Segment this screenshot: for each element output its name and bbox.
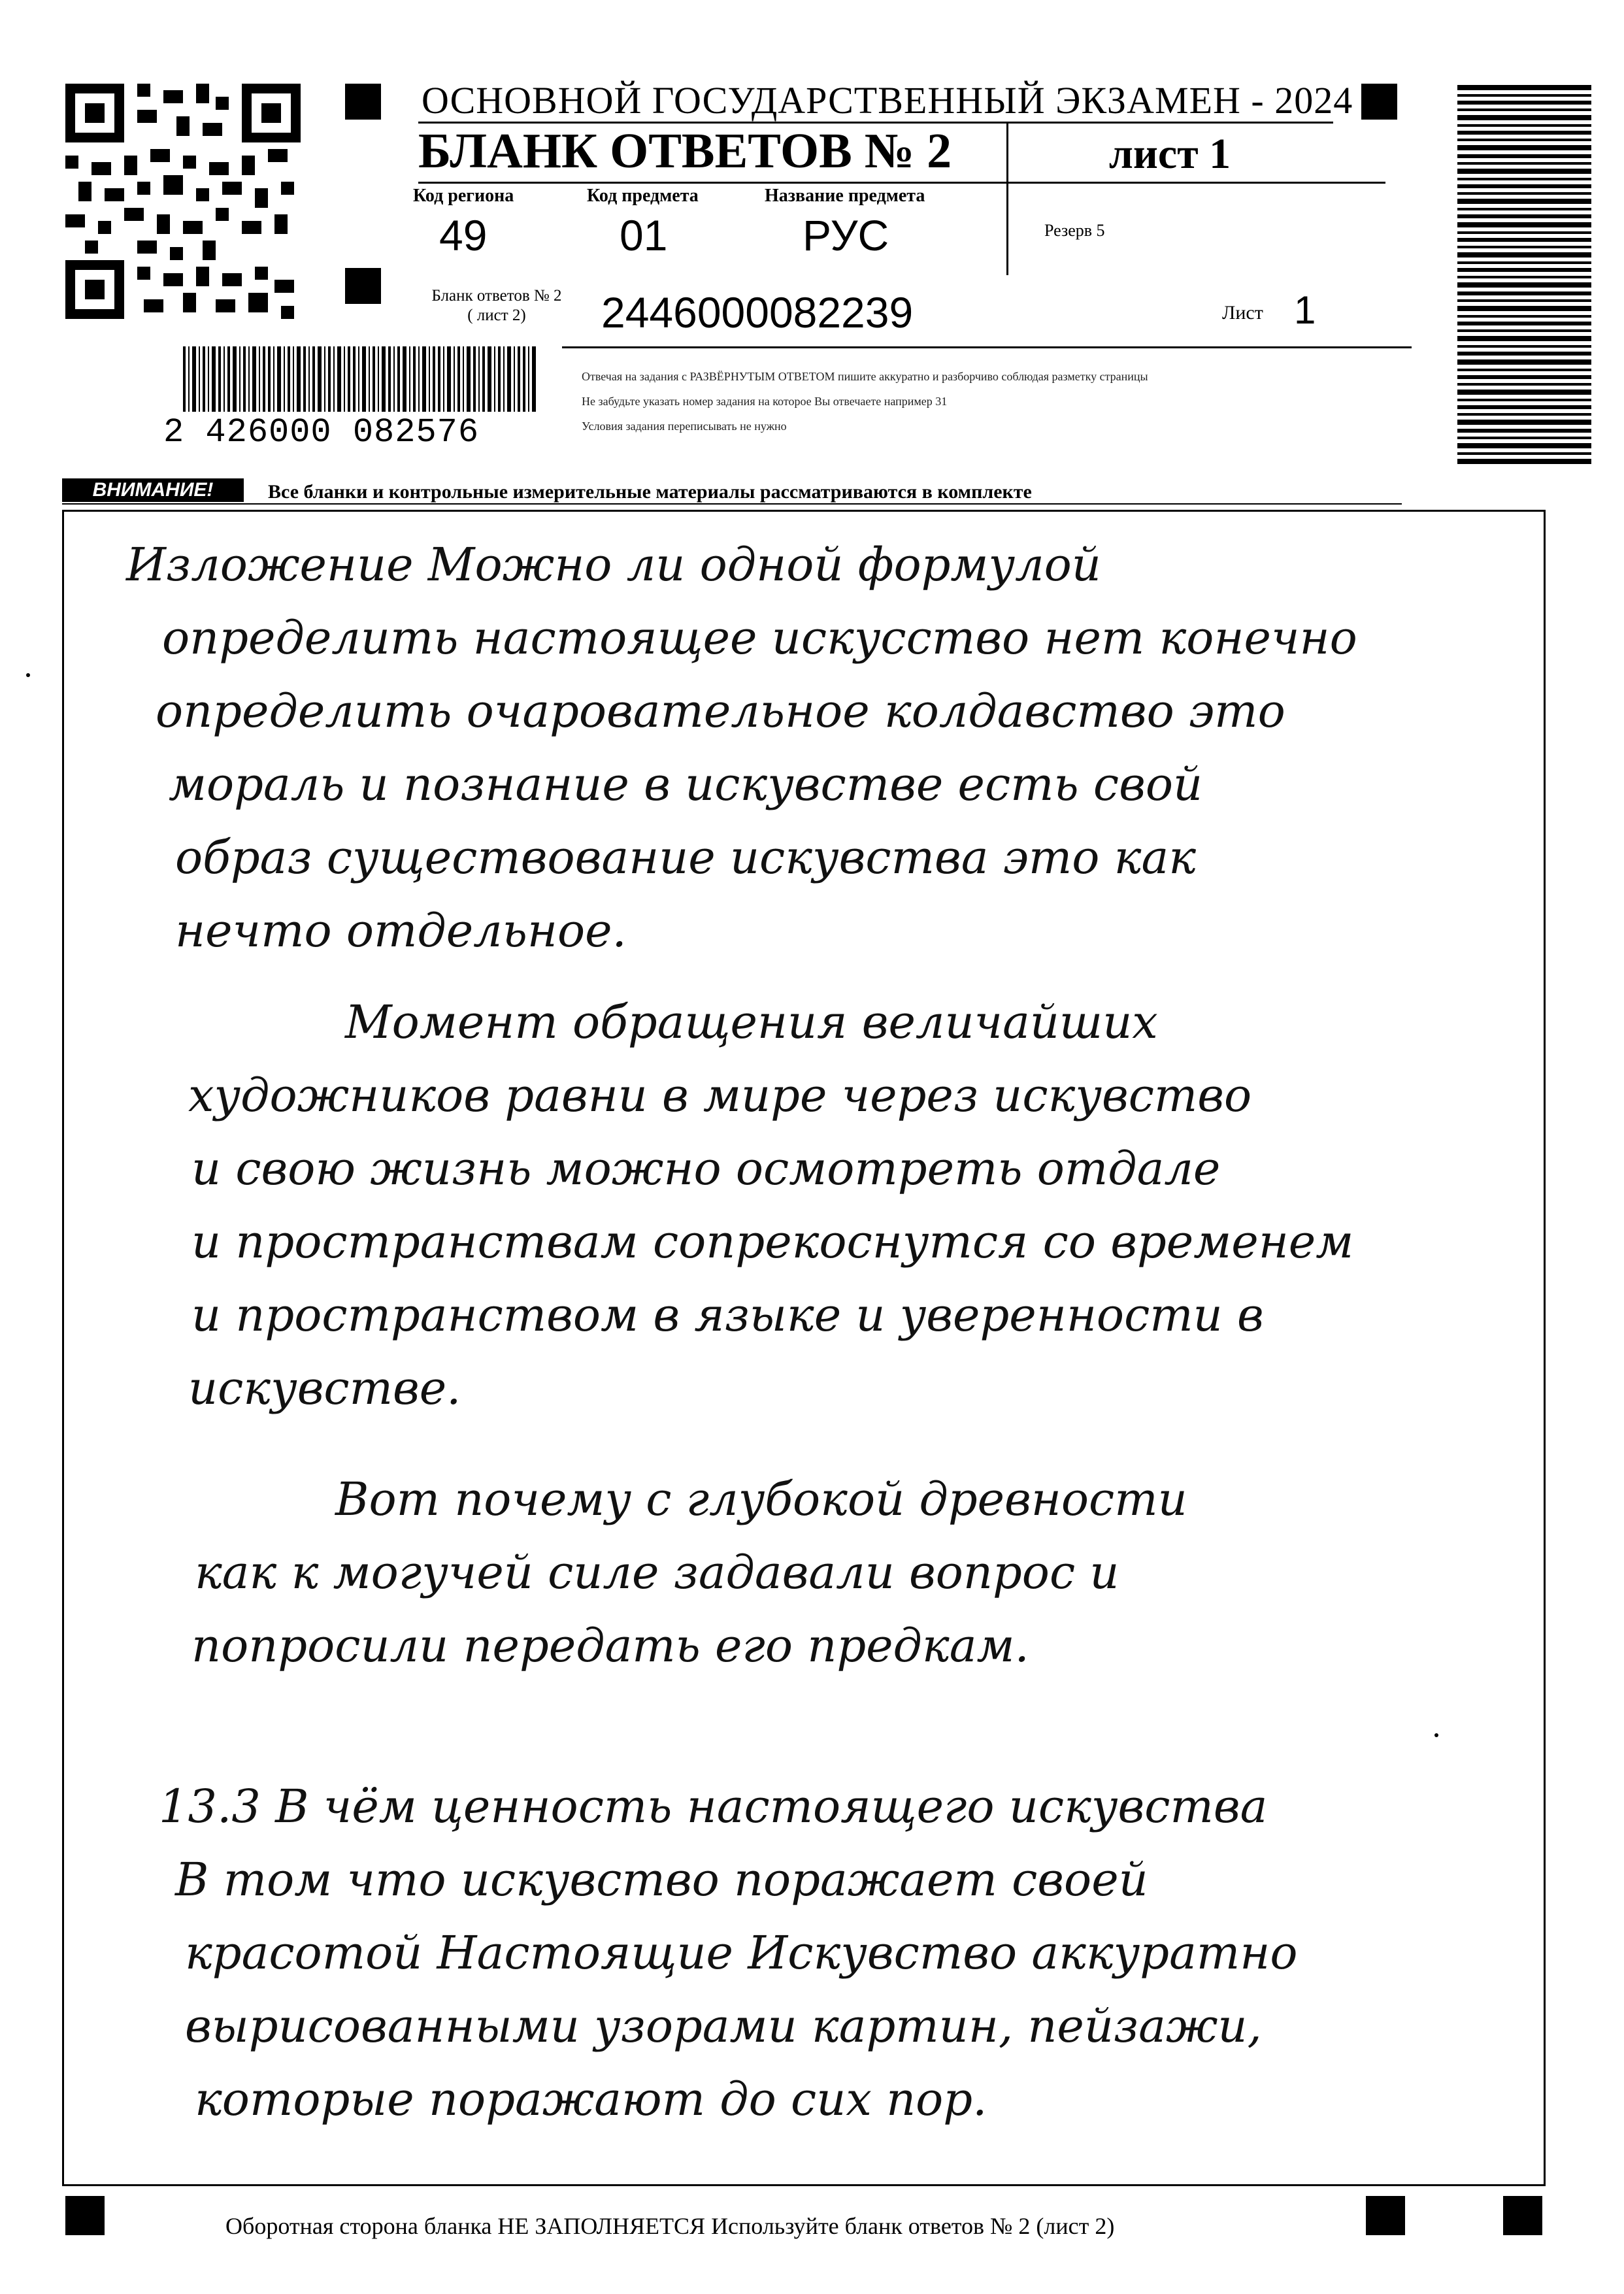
answer-line: Момент обращения величайших: [345, 995, 1158, 1049]
divider: [1006, 122, 1008, 275]
answer-area: [62, 510, 1546, 2186]
divider: [62, 503, 1402, 505]
exam-title: ОСНОВНОЙ ГОСУДАРСТВЕННЫЙ ЭКЗАМЕН - 2024: [422, 79, 1353, 122]
answer-line: Изложение Можно ли одной формулой: [126, 538, 1101, 591]
form-ref-label: [405, 286, 588, 325]
attention-badge: ВНИМАНИЕ!: [62, 478, 244, 502]
reserve-field: Резерв 5: [1044, 221, 1105, 240]
speck: [1434, 1733, 1438, 1737]
barcode: [183, 346, 536, 412]
instruction-line: Условия задания переписывать не нужно: [582, 420, 787, 433]
answer-line: определить очаровательное колдавство это: [156, 684, 1285, 738]
answer-line: которые поражают до сих пор.: [195, 2072, 987, 2126]
attention-text: Все бланки и контрольные измерительные материалы рассматриваются в комплекте: [268, 481, 1032, 503]
answer-line: и пространством в языке и уверенности в: [191, 1288, 1264, 1342]
answer-line: попросили передать его предкам.: [191, 1619, 1029, 1672]
region-value: 49: [439, 211, 488, 259]
sheet-label: лист 1: [1108, 130, 1231, 178]
answer-line: вырисованными узорами картин, пейзажи,: [185, 1999, 1262, 2053]
alignment-marker: [1366, 2196, 1405, 2235]
alignment-marker: [65, 2196, 105, 2235]
answer-line: мораль и познание в искувстве есть свой: [169, 757, 1203, 811]
answer-line: искувстве.: [188, 1361, 461, 1415]
form-ref-label-line2: ( лист 2): [467, 307, 526, 324]
answer-line: как к могучей силе задавали вопрос и: [195, 1546, 1119, 1599]
qr-code: [65, 84, 301, 319]
answer-line: Вот почему с глубокой древности: [335, 1472, 1187, 1526]
footer-note: Оборотная сторона бланка НЕ ЗАПОЛНЯЕТСЯ Используйте бланк ответов № 2 (лист 2): [225, 2213, 1115, 2239]
list-number: 1: [1294, 288, 1316, 332]
answer-line: нечто отдельное.: [175, 904, 627, 957]
answer-line: образ существование искувства это как: [175, 831, 1197, 884]
answer-line: и пространствам сопрекоснутся со временем: [191, 1215, 1354, 1269]
form-title: БЛАНК ОТВЕТОВ № 2: [418, 124, 952, 178]
subject-name-value: РУС: [803, 211, 889, 259]
subject-name-label: Название предмета: [765, 186, 925, 206]
side-barcode: [1457, 85, 1591, 464]
answer-line: В том что искувство поражает своей: [175, 1853, 1148, 1906]
alignment-marker: [345, 268, 381, 304]
subject-code-value: 01: [620, 211, 668, 259]
alignment-marker: [1361, 84, 1397, 120]
answer-line: 13.3 В чём ценность настоящего искувства: [159, 1780, 1268, 1833]
divider: [562, 346, 1412, 348]
form-number: 2446000082239: [601, 288, 914, 337]
barcode-number: 2 426000 082576: [163, 413, 480, 452]
form-ref-label-line1: Бланк ответов № 2: [431, 287, 562, 305]
instruction-line: Отвечая на задания с РАЗВЁРНУТЫМ ОТВЕТОМ пишите аккуратно и разборчиво соблюдая разметку страницы: [582, 370, 1148, 383]
alignment-marker: [345, 84, 381, 120]
answer-line: красотой Настоящие Искувство аккуратно: [185, 1926, 1298, 1980]
list-label: Лист: [1222, 302, 1263, 324]
instruction-line: Не забудьте указать номер задания на которое Вы отвечаете например 31: [582, 395, 948, 408]
region-label: Код региона: [413, 186, 514, 206]
alignment-marker: [1503, 2196, 1542, 2235]
answer-line: определить настоящее искусство нет конечно: [162, 611, 1357, 665]
answer-line: и свою жизнь можно осмотреть отдале: [191, 1142, 1221, 1195]
answer-line: художников равни в мире через искувство: [188, 1069, 1252, 1122]
speck: [26, 673, 30, 677]
subject-code-label: Код предмета: [587, 186, 699, 206]
divider: [418, 182, 1385, 184]
